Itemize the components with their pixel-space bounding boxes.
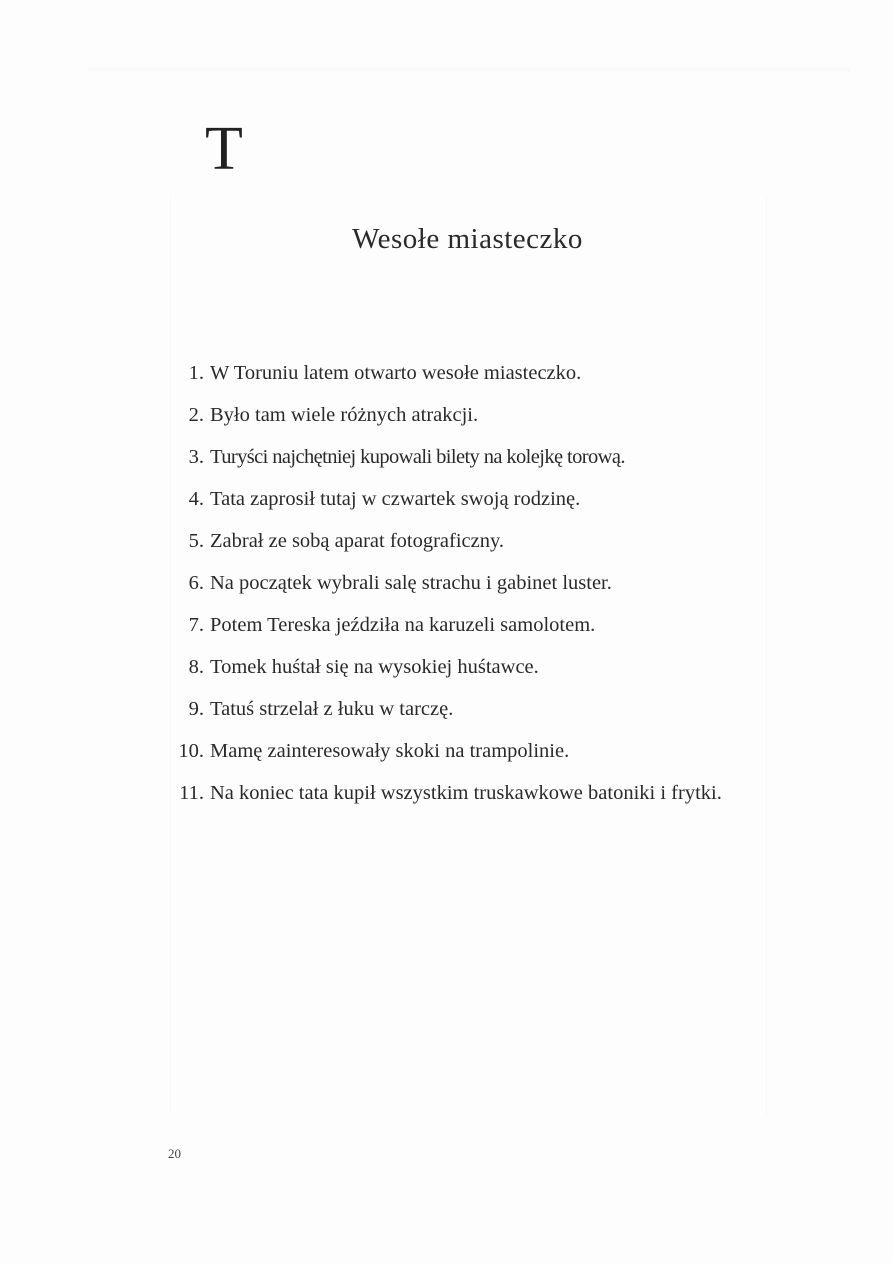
- item-text: Turyści najchętniej kupowali bilety na kolejkę torową.: [210, 446, 625, 468]
- list-item: [150, 520, 770, 562]
- item-number: 10.: [178, 740, 204, 762]
- item-number: 6.: [188, 572, 204, 594]
- item-number: 4.: [188, 488, 204, 510]
- item-number: 9.: [188, 698, 204, 720]
- list-item: [150, 688, 770, 730]
- list-item: [150, 604, 770, 646]
- item-text: W Toruniu latem otwarto wesołe miasteczko.: [210, 362, 582, 384]
- chapter-letter: T: [205, 115, 243, 183]
- item-text: Na początek wybrali salę strachu i gabinet luster.: [210, 572, 612, 594]
- item-number: 7.: [188, 614, 204, 636]
- page-title: Wesołe miasteczko: [352, 223, 583, 255]
- item-number: 2.: [188, 404, 204, 426]
- list-item: [150, 394, 770, 436]
- list-item: [150, 436, 770, 478]
- list-item: [150, 562, 770, 604]
- item-number: 11.: [179, 782, 204, 804]
- item-number: 1.: [188, 362, 204, 384]
- item-text: Mamę zainteresowały skoki na trampolinie.: [210, 740, 570, 762]
- list-item: [150, 730, 770, 772]
- list-item: [150, 352, 770, 394]
- item-text: Było tam wiele różnych atrakcji.: [210, 404, 479, 426]
- item-text: Zabrał ze sobą aparat fotograficzny.: [210, 530, 505, 552]
- scan-edge-shadow: [88, 68, 850, 74]
- item-text: Tatuś strzelał z łuku w tarczę.: [210, 698, 454, 720]
- sentence-list: [150, 352, 770, 814]
- list-item: [150, 478, 770, 520]
- item-number: 8.: [188, 656, 204, 678]
- item-text: Tata zaprosił tutaj w czwartek swoją rodzinę.: [210, 488, 581, 510]
- item-number: 5.: [188, 530, 204, 552]
- item-text: Tomek huśtał się na wysokiej huśtawce.: [210, 656, 539, 678]
- item-text: Na koniec tata kupił wszystkim truskawkowe batoniki i frytki.: [210, 782, 722, 804]
- list-item: [150, 772, 770, 814]
- page-number: 20: [168, 1146, 181, 1161]
- item-text: Potem Tereska jeździła na karuzeli samolotem.: [210, 614, 596, 636]
- item-number: 3.: [188, 446, 204, 468]
- list-item: [150, 646, 770, 688]
